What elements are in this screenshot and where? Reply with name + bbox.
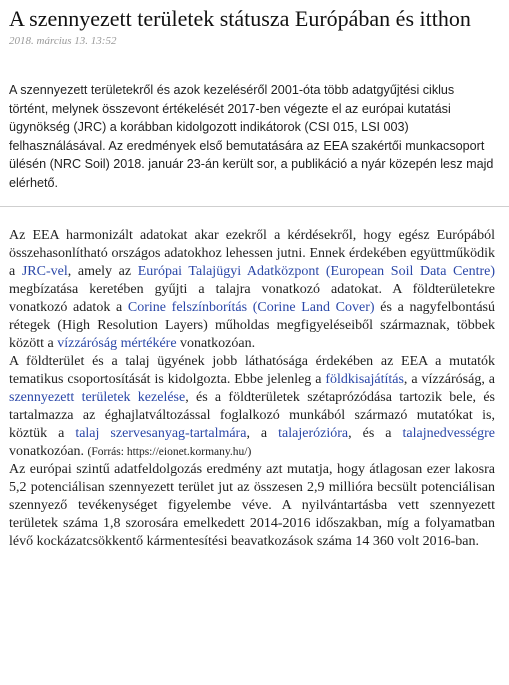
link-soil-moisture[interactable]: talajnedvességre — [402, 426, 495, 441]
text: , a vízzáróság, a — [403, 372, 495, 387]
text: Az EEA harmonizált adatokat akar ezekről a kérdésekről, hogy egész Európából összehasonlítható országos adatokhoz lehessen jutni. Ennek érdekében együttműködik a — [9, 228, 495, 279]
text: , a — [246, 426, 279, 441]
paragraph-3: Az európai szintű adatfeldolgozás eredmény azt mutatja, hogy átlagosan ezer lakosra 5,2 potenciálisan szennyezett terület jut az összesen 2,9 millióra becsült potenciálisan szennyező tevékenységet figyelembe véve. A nyilvántartásba vett szennyezett területek száma 1,8 szorosára emelkedett 2014-2016 időszakban, míg a folyamatban lévő kockázatcsökkentő kármentesítési beavatkozások száma 14 360 volt 2016-ban. — [9, 462, 495, 549]
text: , és a földterületek szétaprózódása tartozik bele, és tartalmazza az éghajlatváltozással foglalkozó munkából származó mutatókat is, köztük a — [9, 390, 495, 441]
text: , amely az — [67, 264, 138, 279]
paragraph-2 — [9, 353, 495, 461]
text: megbízatása keretében gyűjti a talajra vonatkozó adatokat. A földterületekre vonatkozó adatok a — [9, 282, 495, 315]
text: , és a — [348, 426, 403, 441]
link-european-soil-data-centre[interactable]: Európai Talajügyi Adatközpont (European Soil Data Centre) — [137, 264, 496, 279]
divider — [0, 206, 509, 207]
source-note: (Forrás: https://eionet.kormany.hu/) — [87, 446, 252, 458]
link-land-take[interactable]: földkisajátítás — [325, 372, 404, 387]
link-contaminated-sites[interactable]: szennyezett területek kezelése — [9, 390, 186, 405]
link-jrc[interactable]: JRC-vel — [21, 264, 68, 279]
text: vonatkozóan. — [176, 336, 256, 351]
text: és a nagyfelbontású rétegek (High Resolution Layers) műholdas megfigyeléseiből származnak, többek között a — [9, 300, 495, 351]
article-lead: A szennyezett területekről és azok kezeléséről 2001-óta több adatgyűjtési ciklus történt, melynek összevont értékelését 2017-ben végezte el az európai kutatási ügynökség (JRC) a korábban kidolgozott indikátorok (CSI 015, LSI 003) felhasználásával. Az eredmények első bemutatására az EEA szakértői munkacsoport ülésén (NRC Soil) 2018. január 23-án került sor, a publikáció a nyár közepén lesz majd elérhető. — [9, 83, 494, 190]
paragraph-1 — [9, 227, 495, 353]
article-body — [9, 227, 495, 551]
link-corine-land-cover[interactable]: Corine felszínborítás (Corine Land Cover) — [127, 300, 375, 315]
text: A földterület és a talaj ügyének jobb láthatósága érdekében az EEA a mutatók tematikus csoportosítását is kidolgozta. Ebbe jelenleg a — [9, 354, 495, 387]
text: vonatkozóan. — [9, 444, 88, 459]
link-imperviousness[interactable]: vízzáróság mértékére — [57, 336, 177, 351]
article-date: 2018. március 13. 13:52 — [9, 35, 117, 47]
link-soil-erosion[interactable]: talajerózióra — [278, 426, 349, 441]
article-title: A szennyezett területek státusza Európában és itthon — [9, 6, 471, 31]
link-soil-organic-carbon[interactable]: talaj szervesanyag-tartalmára — [75, 426, 247, 441]
